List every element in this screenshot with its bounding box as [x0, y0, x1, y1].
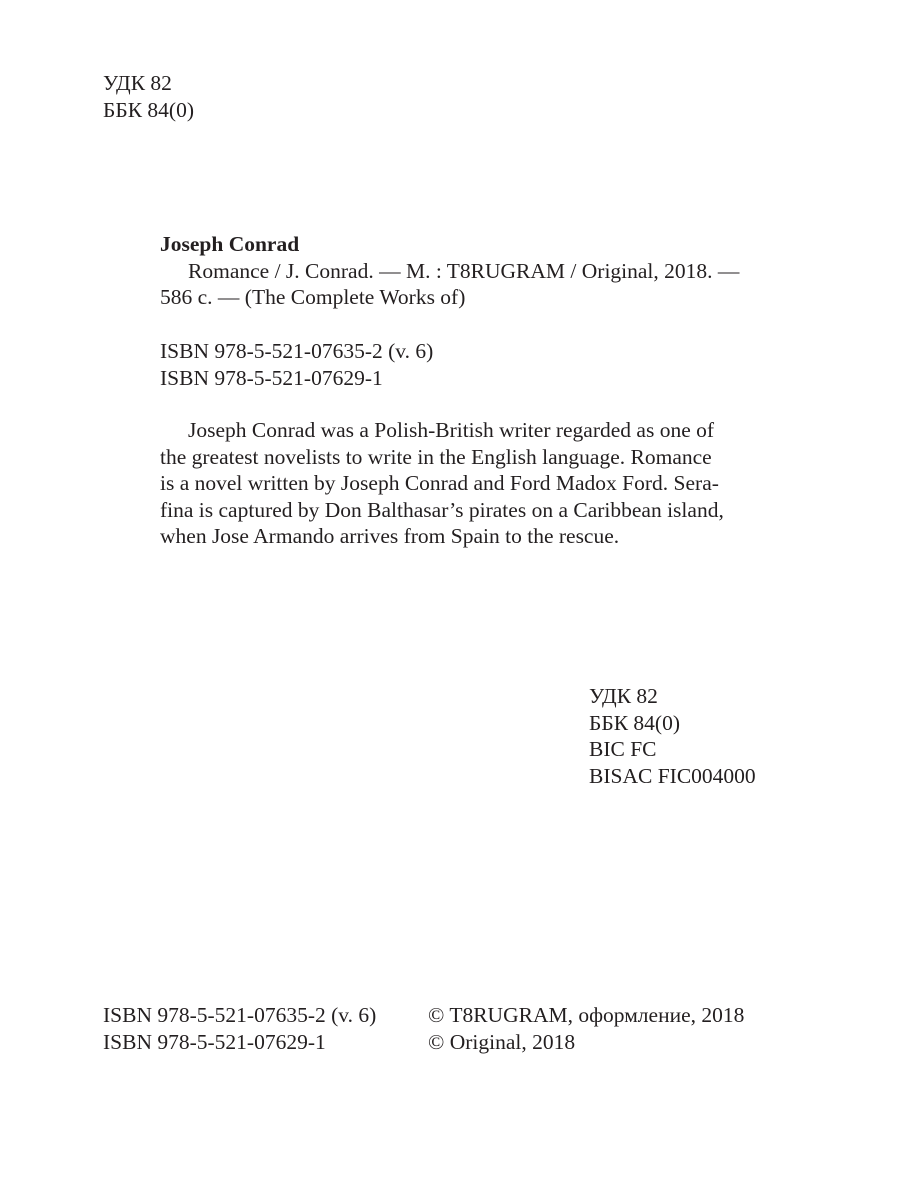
- copyright-notice: [428, 1002, 744, 1055]
- isbn-volume: ISBN 978-5-521-07635-2 (v. 6): [160, 339, 434, 363]
- bisac-code: BISAC FIC004000: [589, 763, 756, 788]
- isbn-block: [160, 338, 433, 391]
- isbn-set: ISBN 978-5-521-07629-1: [103, 1029, 326, 1054]
- annotation-line: is a novel written by Joseph Conrad and Ford Madox Ford. Sera-: [160, 471, 719, 495]
- bibliographic-record: [160, 231, 760, 311]
- bbk-code: ББК 84(0): [589, 710, 680, 735]
- annotation-line: when Jose Armando arrives from Spain to the rescue.: [160, 524, 620, 548]
- footer-isbn: [103, 1002, 376, 1055]
- annotation-line: the greatest novelists to write in the English language. Romance: [160, 444, 712, 469]
- bic-code: BIC FC: [589, 737, 657, 761]
- bibliographic-line: 586 с. — (The Complete Works of): [160, 285, 466, 309]
- bbk-code: ББК 84(0): [103, 97, 194, 122]
- bibliographic-line: Romance / J. Conrad. — M. : T8RUGRAM / Original, 2018. —: [188, 258, 740, 283]
- author-name: Joseph Conrad: [160, 232, 300, 256]
- copyright-line: © Original, 2018: [428, 1029, 576, 1054]
- isbn-set: ISBN 978-5-521-07629-1: [160, 365, 383, 390]
- classification-codes: [589, 683, 756, 789]
- annotation-line: fina is captured by Don Balthasar’s pirates on a Caribbean island,: [160, 497, 724, 522]
- udk-code: УДК 82: [589, 684, 658, 708]
- copyright-line: © T8RUGRAM, оформление, 2018: [428, 1003, 745, 1027]
- annotation-line: Joseph Conrad was a Polish-British writer regarded as one of: [188, 418, 715, 442]
- isbn-volume: ISBN 978-5-521-07635-2 (v. 6): [103, 1003, 377, 1027]
- udk-code: УДК 82: [103, 71, 172, 95]
- annotation: [160, 417, 760, 550]
- top-classification-codes: [103, 70, 194, 123]
